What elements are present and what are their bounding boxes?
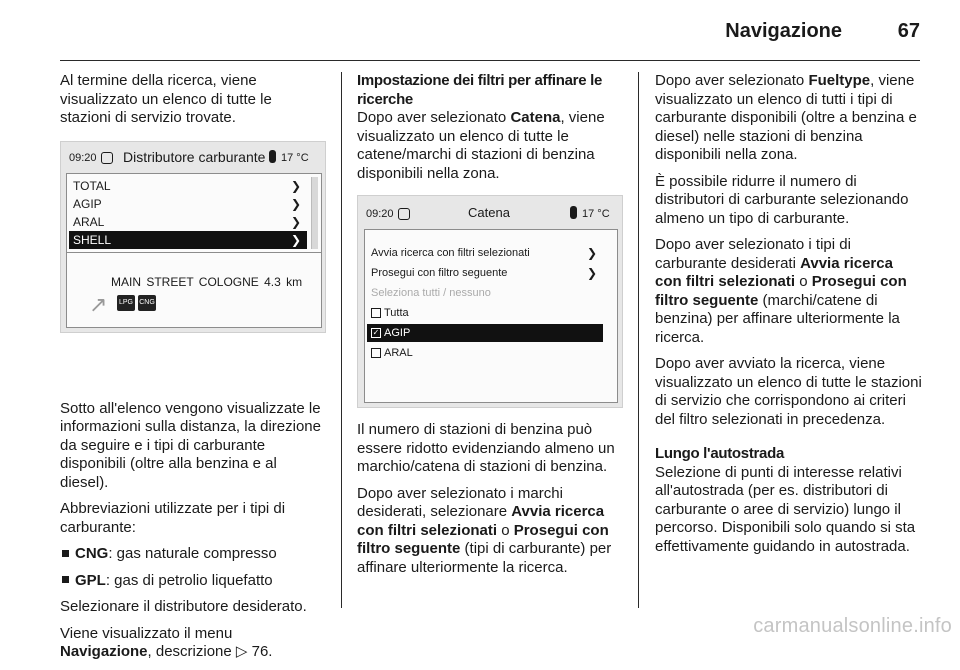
page-number: 67 bbox=[897, 20, 920, 42]
column-3 bbox=[655, 72, 922, 564]
list-item-selected[interactable]: SHELL ❯ bbox=[69, 231, 307, 249]
scrollbar[interactable] bbox=[311, 177, 318, 249]
paragraph: Selezione di punti di interesse relativi all'autostrada (per es. distributori di carburante o aree di servizio) lungo il percorso. Disponibili solo quando si sta effettivamente guidando in autostrada. bbox=[655, 463, 916, 555]
thermometer-icon bbox=[570, 206, 577, 219]
paragraph: Dopo aver selezionato i marchi desiderati, selezionare Avvia ricerca con filtri selezionati o Prosegui con filtro seguente (tipi di carburante) per affinare ulteriormente la ricerca. bbox=[357, 484, 612, 576]
paragraph: Dopo aver selezionato Fueltype, viene visualizzato un elenco di tutti i tipi di carburante disponibili (oltre a benzina e diesel) nelle stazioni di benzina disponibili nella zona. bbox=[655, 72, 917, 163]
screen-title: Catena bbox=[468, 205, 510, 220]
header-rule bbox=[60, 60, 920, 61]
nav-status-icon bbox=[398, 208, 410, 220]
clock: 09:20 bbox=[69, 152, 97, 164]
clock: 09:20 bbox=[366, 208, 394, 220]
screenshot-chain-filter bbox=[357, 195, 623, 408]
list-item[interactable]: TOTAL ❯ bbox=[73, 179, 301, 193]
chevron-right-icon: ❯ bbox=[290, 215, 301, 229]
paragraph: Dopo aver avviato la ricerca, viene visualizzato un elenco di tutte le stazioni di servizio che corrispondono ai criteri del filtro selezionati in precedenza. bbox=[655, 355, 922, 428]
next-filter-item[interactable]: Prosegui con filtro seguente ❯ bbox=[371, 266, 597, 280]
paragraph: Dopo aver selezionato Catena, viene visualizzato un elenco di tutte le catene/marchi di stazioni di benzina disponibili nella zona. bbox=[357, 109, 605, 182]
paragraph: È possibile ridurre il numero di distributori di carburante selezionando almeno un tipo di carburante. bbox=[655, 172, 909, 227]
list-item[interactable]: AGIP ❯ bbox=[73, 197, 301, 211]
bullet-square-icon bbox=[62, 576, 69, 583]
paragraph: Al termine della ricerca, viene visualizzato un elenco di tutte le stazioni di servizio trovate. bbox=[60, 72, 272, 126]
section-heading: Impostazione dei filtri per affinare le ricerche bbox=[357, 72, 603, 108]
thermometer-icon bbox=[269, 150, 276, 163]
chevron-right-icon: ❯ bbox=[586, 266, 597, 280]
checkbox-checked-icon[interactable]: ✓ bbox=[372, 328, 380, 338]
chevron-right-icon: ❯ bbox=[586, 246, 597, 260]
chain-item-tutta[interactable]: Tutta bbox=[367, 304, 603, 322]
lpg-badge: LPG bbox=[117, 295, 135, 311]
chain-item-aral[interactable]: ARAL bbox=[367, 344, 603, 362]
display-area bbox=[66, 173, 322, 328]
chain-item-agip[interactable]: ✓ AGIP bbox=[367, 324, 603, 342]
chevron-right-icon: ❯ bbox=[290, 197, 301, 211]
paragraph: Dopo aver selezionato i tipi di carburante desiderati Avvia ricerca con filtri selezionati o Prosegui con filtro seguente (marchi/catene di benzina) per affinare ulteriormente la ricerca. bbox=[655, 236, 907, 346]
display-area bbox=[364, 229, 618, 403]
paragraph: Il numero di stazioni di benzina può essere ridotto evidenziando almeno un marchio/catena di stazioni di benzina. bbox=[357, 421, 615, 475]
bullet-item: GPL: gas di petrolio liquefatto bbox=[60, 572, 326, 591]
select-all-none-item[interactable]: Seleziona tutti / nessuno bbox=[371, 287, 491, 299]
divider bbox=[67, 252, 321, 253]
bullet-item: CNG: gas naturale compresso bbox=[60, 545, 326, 564]
nav-status-icon bbox=[101, 152, 113, 164]
screen-title: Distributore carburante bbox=[123, 149, 266, 165]
watermark: carmanualsonline.info bbox=[753, 615, 952, 637]
section-heading: Lungo l'autostrada bbox=[655, 445, 784, 462]
list-item[interactable]: ARAL ❯ bbox=[73, 215, 301, 229]
start-filtered-search-item[interactable]: Avvia ricerca con filtri selezionati ❯ bbox=[371, 246, 597, 260]
bullet-square-icon bbox=[62, 550, 69, 557]
temperature: 17 °C bbox=[582, 208, 610, 220]
station-info: MAIN STREET COLOGNE 4.3 km bbox=[111, 275, 303, 289]
page-reference-link[interactable]: 76. bbox=[251, 643, 273, 660]
column-divider bbox=[638, 72, 639, 608]
paragraph: Abbreviazioni utilizzate per i tipi di carburante: bbox=[60, 500, 286, 536]
temperature: 17 °C bbox=[281, 152, 309, 164]
status-bar bbox=[364, 196, 616, 226]
checkbox-icon[interactable] bbox=[371, 308, 381, 318]
cng-badge: CNG bbox=[138, 295, 156, 311]
paragraph: Viene visualizzato il menu Navigazione, descrizione ▷ 76. bbox=[60, 624, 273, 660]
page-ref-arrow-icon: ▷ bbox=[235, 643, 248, 660]
chevron-right-icon: ❯ bbox=[290, 233, 301, 247]
paragraph: Sotto all'elenco vengono visualizzate le informazioni sulla distanza, la direzione da seguire e i tipi di carburante disponibili (oltre alla benzina e al diesel). bbox=[60, 399, 321, 491]
checkbox-icon[interactable] bbox=[371, 348, 381, 358]
paragraph: Selezionare il distributore desiderato. bbox=[60, 598, 307, 615]
direction-arrow-icon: ↗ bbox=[89, 292, 108, 317]
column-divider bbox=[341, 72, 342, 608]
chevron-right-icon: ❯ bbox=[290, 179, 301, 193]
page-header bbox=[60, 0, 920, 62]
status-bar bbox=[67, 142, 319, 172]
section-title: Navigazione bbox=[725, 20, 842, 42]
screenshot-fuel-station-list bbox=[60, 141, 326, 333]
